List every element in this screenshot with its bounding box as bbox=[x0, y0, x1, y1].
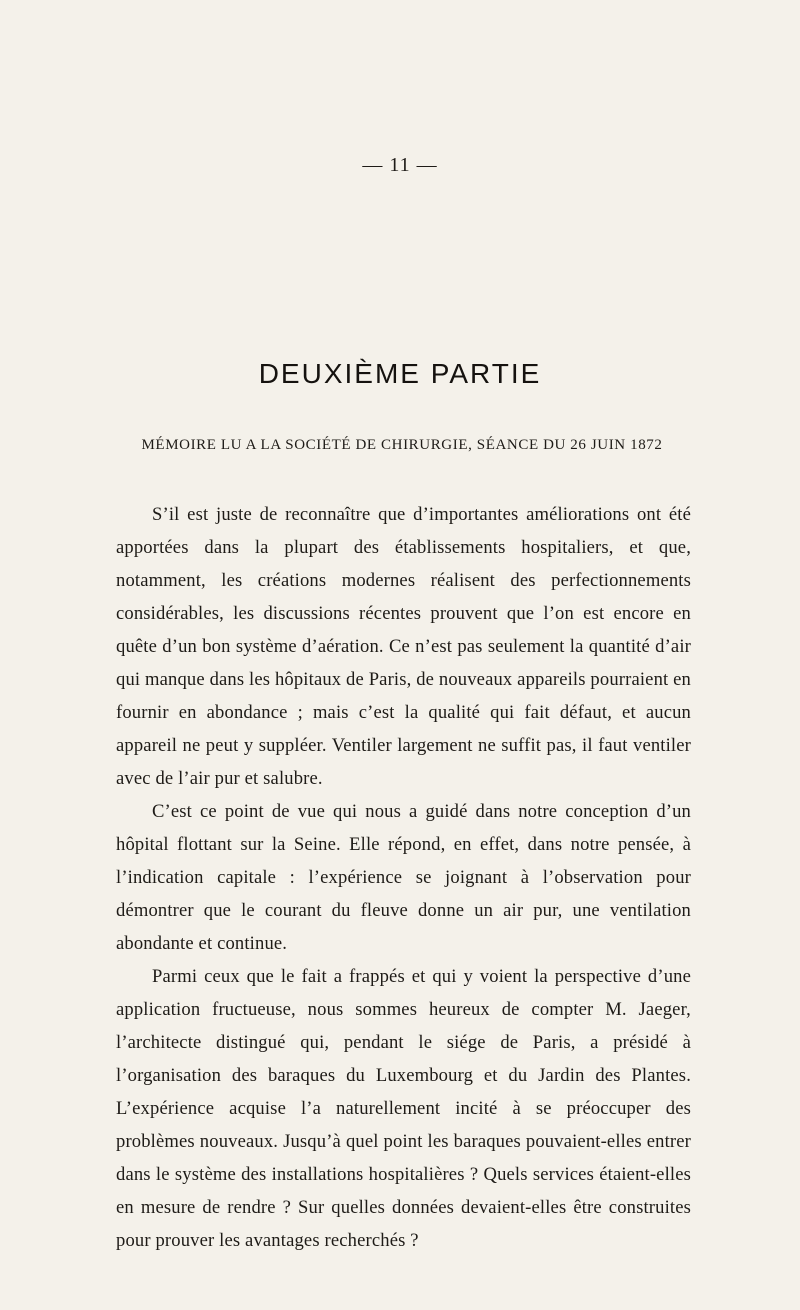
body-text bbox=[116, 498, 691, 1257]
page-number: — 11 — bbox=[362, 154, 438, 176]
section-subtitle: MÉMOIRE LU A LA SOCIÉTÉ DE CHIRURGIE, SÉANCE DU 26 JUIN 1872 bbox=[141, 437, 663, 453]
paragraph-1: S’il est juste de reconnaître que d’importantes améliorations ont été apportées dans la plupart des établissements hospitaliers, et que, notamment, les créations modernes réalisent des perfectionnements considérables, les discussions récentes prouvent que l’on est encore en quête d’un bon système d’aération. Ce n’est pas seulement la quantité d’air qui manque dans les hôpitaux de Paris, de nouveaux appareils pourraient en fournir en abondance ; mais c’est la qualité qui fait défaut, et aucun appareil ne peut y suppléer. Ventiler largement ne suffit pas, il faut ventiler avec de l’air pur et salubre. bbox=[116, 504, 691, 789]
paragraph-3: Parmi ceux que le fait a frappés et qui y voient la perspective d’une application fructueuse, nous sommes heureux de compter M. Jaeger, l’architecte distingué qui, pendant le siége de Paris, a présidé à l’organisation des baraques du Luxembourg et du Jardin des Plantes. L’expérience acquise l’a naturellement incité à se préoccuper des problèmes nouveaux. Jusqu’à quel point les baraques pouvaient-elles entrer dans le système des installations hospitalières ? Quels services étaient-elles en mesure de rendre ? Sur quelles données devaient-elles être construites pour prouver les avantages recherchés ? bbox=[116, 966, 691, 1251]
part-title: DEUXIÈME PARTIE bbox=[258, 358, 542, 389]
paragraph-2: C’est ce point de vue qui nous a guidé dans notre conception d’un hôpital flottant sur la Seine. Elle répond, en effet, dans notre pensée, à l’indication capitale : l’expérience se joignant à l’observation pour démontrer que le courant du fleuve donne un air pur, une ventilation abondante et continue. bbox=[116, 801, 691, 954]
